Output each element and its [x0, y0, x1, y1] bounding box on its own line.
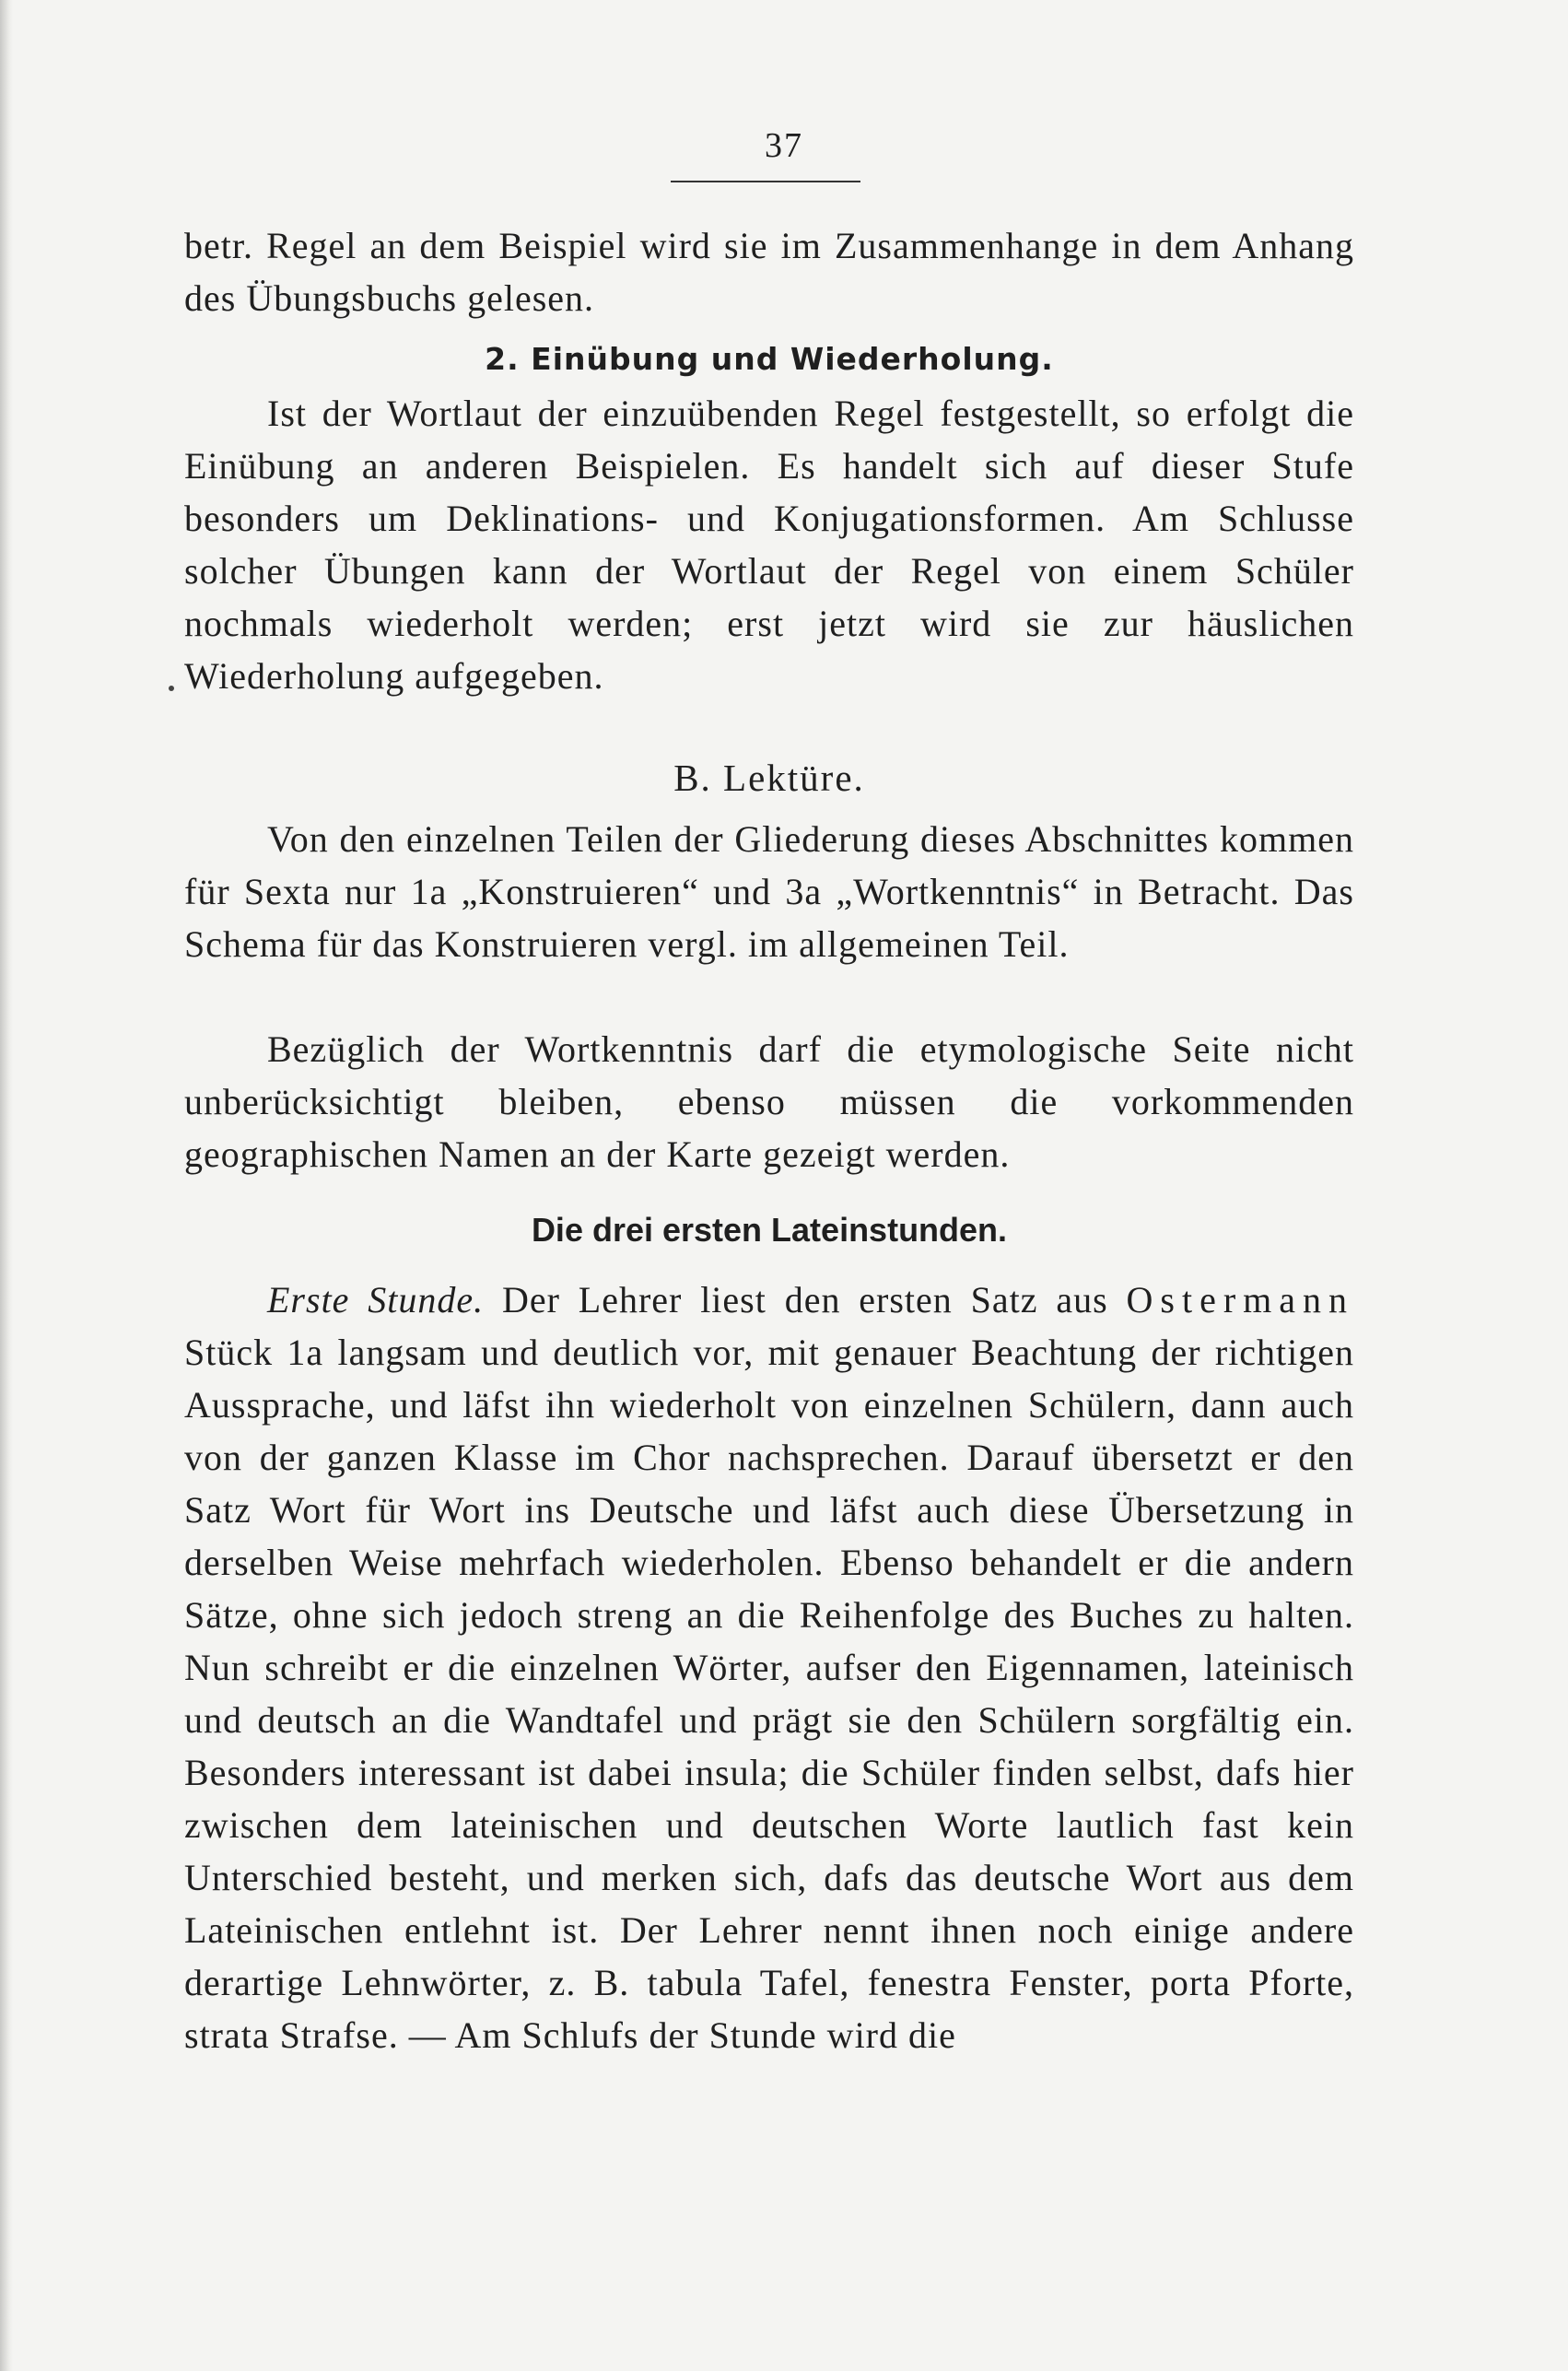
page-number-rule — [671, 181, 860, 182]
text-after-name: Stück 1a langsam und deutlich vor, mit genauer Beachtung der richtigen Aussprache, und läfst ihn wiederholt von einzelnen Schülern, dann auch von der ganzen Klasse im Chor nachsprechen. Darauf übersetzt er den Satz Wort für Wort ins Deutsche und läfst auch diese Übersetzung in derselben Weise mehrfach wiederholen. Ebenso behandelt er die andern Sätze, ohne sich jedoch streng an die Reihenfolge des Buches zu halten. Nun schreibt er die einzelnen Wörter, aufser den Eigennamen, lateinisch und deutsch an die Wandtafel und prägt sie den Schülern sorgfältig ein. Besonders interessant ist dabei insula; die Schüler finden selbst, dafs hier zwischen dem lateinischen und deutschen Worte lautlich fast kein Unterschied besteht, und merken sich, dafs das deutsche Wort aus dem Lateinischen entlehnt ist. Der Lehrer nennt ihnen noch einige andere derartige Lehnwörter, z. B. tabula Tafel, fenestra Fenster, porta Pforte, strata Strafse. — Am Schlufs der Stunde wird die — [184, 1332, 1354, 2056]
margin-mark — [169, 686, 174, 691]
page-edge-shadow — [0, 0, 13, 2371]
text-before-name: Der Lehrer liest den ersten Satz aus — [501, 1279, 1108, 1320]
author-name-spaced: Ostermann — [1126, 1279, 1355, 1320]
page-number: 37 — [765, 126, 803, 165]
paragraph-erste-stunde — [184, 1274, 1354, 2061]
section-heading-lateinstunden: Die drei ersten Lateinstunden. — [531, 1211, 1008, 1249]
paragraph-einuebung: Ist der Wortlaut der einzuübenden Regel festgestellt, so erfolgt die Einübung an anderen Beispielen. Es handelt sich auf dieser Stufe besonders um Deklinations- und Konjugationsformen. Am Schlusse solcher Übungen kann der Wortlaut der Regel von einem Schüler nochmals wiederholt werden; erst jetzt wird sie zur häuslichen Wiederholung aufgegeben. — [184, 393, 1354, 697]
paragraph-wortkenntnis: Bezüglich der Wortkenntnis darf die etymologische Seite nicht unberücksichtigt bleiben, ebenso müssen die vorkommenden geographischen Namen an der Karte gezeigt werden. — [184, 1028, 1354, 1175]
paragraph-lektuere: Von den einzelnen Teilen der Gliederung dieses Abschnittes kommen für Sexta nur 1a „Konstruieren“ und 3a „Wortkenntnis“ in Betracht. Das Schema für das Konstruieren vergl. im allgemeinen Teil. — [184, 818, 1354, 965]
paragraph-continuation: betr. Regel an dem Beispiel wird sie im Zusammenhange in dem Anhang des Übungsbuchs gelesen. — [184, 225, 1354, 319]
section-heading-lektuere: B. Lektüre. — [673, 757, 865, 799]
section-heading-einuebung: 2. Einübung und Wiederholung. — [485, 341, 1054, 377]
italic-lead: Erste Stunde. — [267, 1279, 485, 1320]
